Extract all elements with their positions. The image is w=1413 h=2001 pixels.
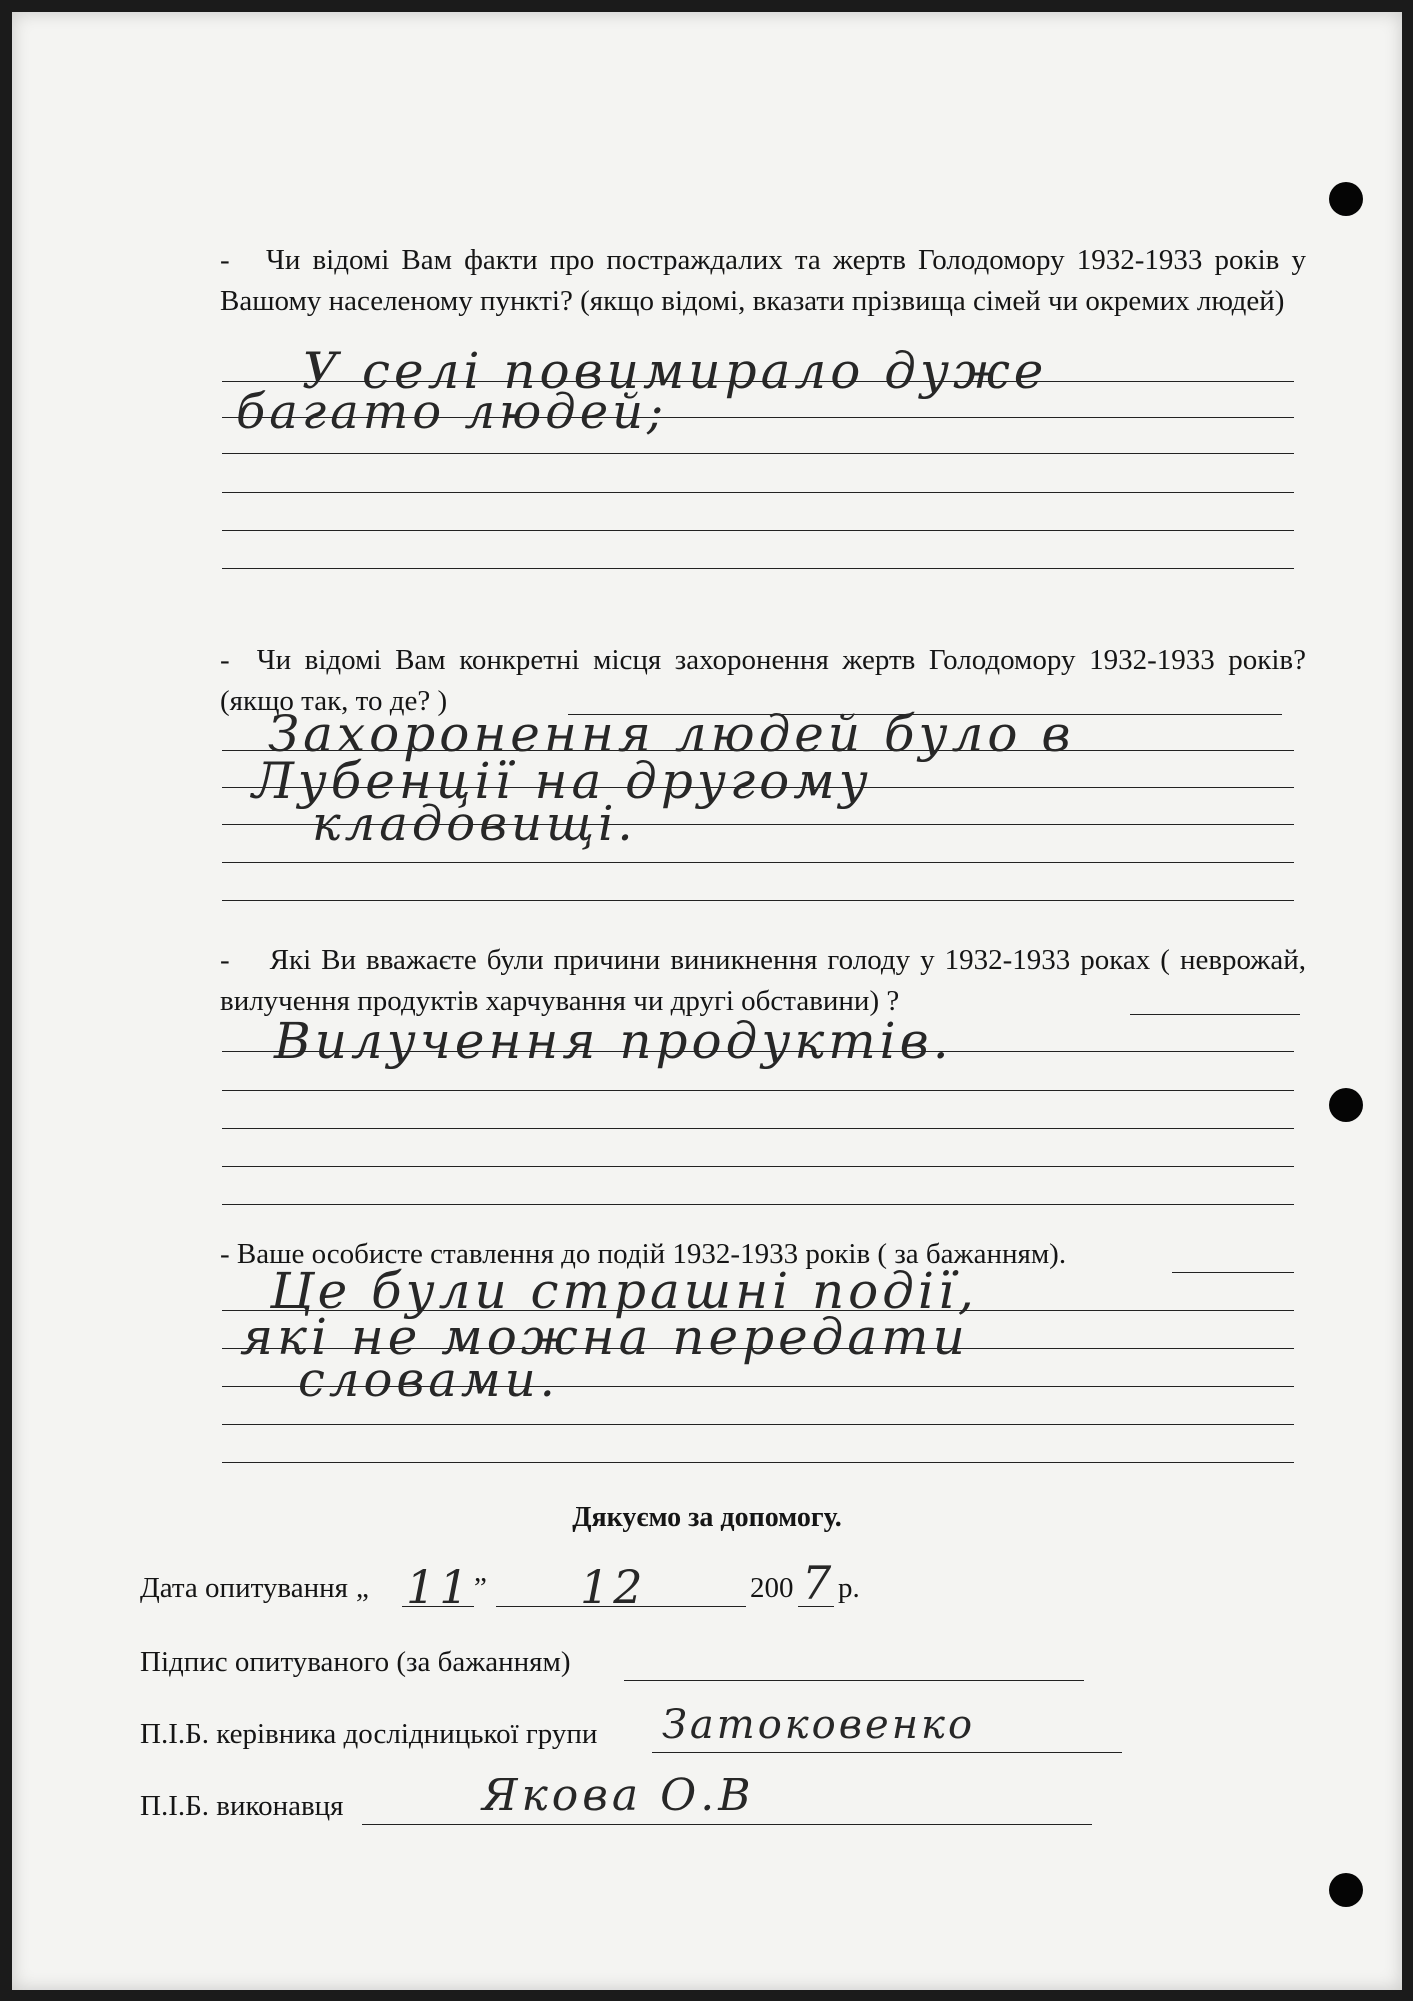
- executor-label: П.І.Б. виконавця: [140, 1790, 344, 1822]
- answer-line: [222, 1424, 1294, 1425]
- question-1: - Чи відомі Вам факти про постраждалих та жертв Голодомору 1932-1933 років у Вашому населеному пункті? (якщо відомі, вказати прізвища сімей чи окремих людей): [220, 244, 1306, 317]
- date-day: 11: [406, 1560, 473, 1614]
- answer-1-line-2: багато людей;: [236, 384, 668, 440]
- answer-3-line-1: Вилучення продуктів.: [274, 1012, 953, 1070]
- answer-line: [1130, 1014, 1300, 1015]
- question-2: - Чи відомі Вам конкретні місця захоронення жертв Голодомору 1932-1933 років? (якщо так, то де? ): [220, 644, 1306, 717]
- answer-line: [222, 453, 1294, 454]
- leader-name: Затоковенко: [662, 1702, 976, 1748]
- date-month: 12: [580, 1560, 647, 1614]
- answer-line: [222, 1128, 1294, 1129]
- punch-hole-bottom: [1329, 1873, 1363, 1907]
- signature-label: Підпис опитуваного (за бажанням): [140, 1646, 571, 1678]
- date-suffix: р.: [838, 1572, 860, 1604]
- leader-line: [652, 1752, 1122, 1753]
- answer-line: [222, 492, 1294, 493]
- date-year-digit: 7: [802, 1556, 836, 1610]
- answer-line: [1172, 1272, 1294, 1273]
- survey-date-row: [140, 1572, 369, 1605]
- answer-1-line-1: У селі повимирало дуже: [302, 342, 1048, 400]
- answer-4-line-1: Це були страшні події,: [270, 1262, 978, 1320]
- answer-2-line-2: Лубенції на другому: [252, 752, 872, 810]
- answer-line: [222, 862, 1294, 863]
- signature-line: [624, 1680, 1084, 1681]
- answer-4-line-2: які не можна передати: [240, 1308, 969, 1366]
- answer-line: [222, 1204, 1294, 1205]
- executor-line: [362, 1824, 1092, 1825]
- punch-hole-top: [1329, 182, 1363, 216]
- executor-name: Якова О.В: [482, 1770, 755, 1821]
- date-open-quote: „: [355, 1572, 369, 1604]
- answer-2-line-1: Захоронення людей було в: [268, 705, 1075, 763]
- thanks-heading: Дякуємо за допомогу.: [572, 1502, 842, 1533]
- answer-line: [222, 1462, 1294, 1463]
- answer-line: [222, 530, 1294, 531]
- survey-date-label: Дата опитування: [140, 1572, 348, 1604]
- question-4: - Ваше особисте ставлення до подій 1932-1933 років ( за бажанням).: [220, 1238, 1067, 1270]
- date-year-prefix: 200: [750, 1572, 794, 1604]
- punch-hole-middle: [1329, 1088, 1363, 1122]
- questionnaire-page: [12, 12, 1402, 1990]
- answer-line: [222, 568, 1294, 569]
- answer-line: [222, 1090, 1294, 1091]
- answer-line: [222, 900, 1294, 901]
- date-close-quote: ”: [474, 1572, 487, 1604]
- answer-2-line-3: кладовищі.: [312, 796, 637, 852]
- question-3: - Які Ви вважаєте були причини виникнення голоду у 1932-1933 роках ( неврожай, вилучення продуктів харчування чи другі обставини) ?: [220, 944, 1306, 1017]
- leader-label: П.І.Б. керівника дослідницької групи: [140, 1718, 598, 1750]
- answer-4-line-3: словами.: [298, 1352, 559, 1408]
- answer-line: [222, 1166, 1294, 1167]
